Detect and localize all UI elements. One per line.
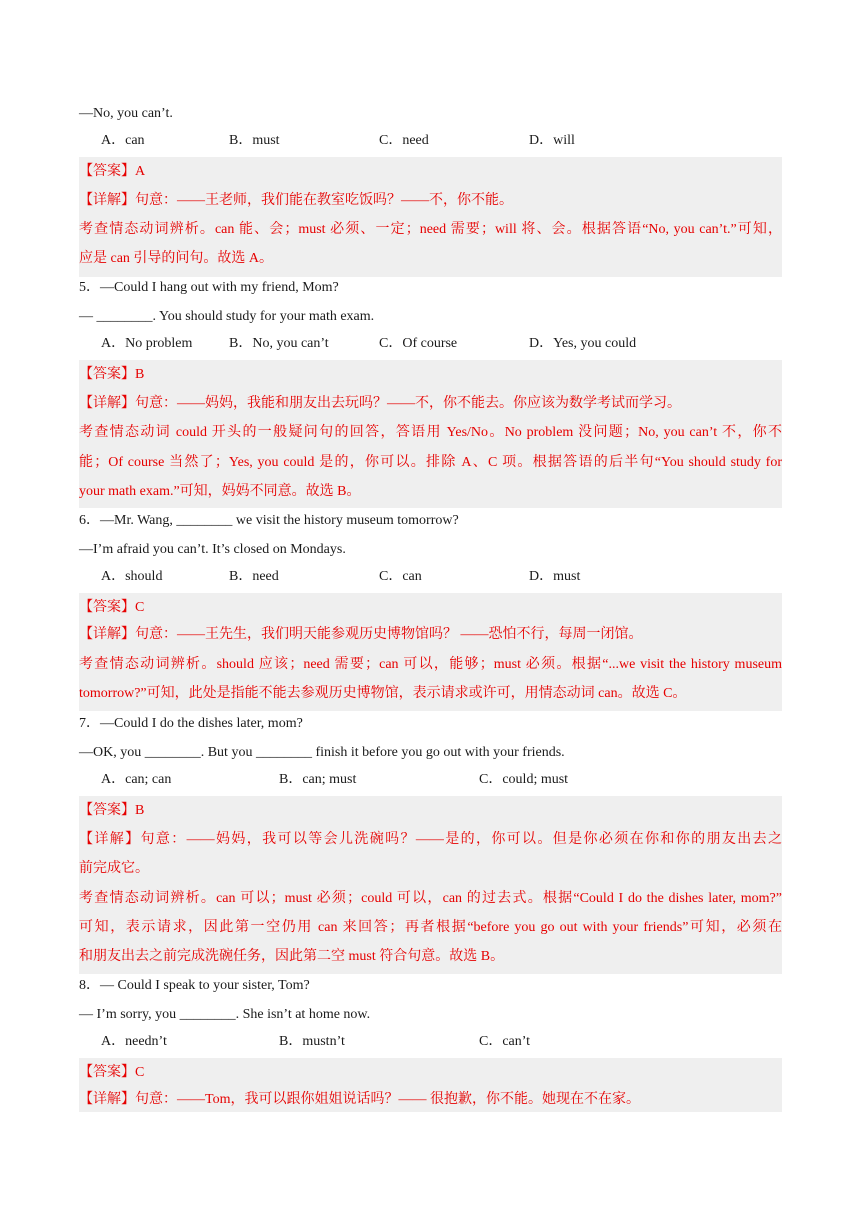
q4-option-d: D．will: [529, 133, 575, 148]
q7-option-a: A．can; can: [101, 772, 172, 787]
q8-meaning-line: [79, 1085, 782, 1114]
key-label: 【答案】: [79, 600, 135, 615]
q4-answer-line: —No, you can’t.: [79, 106, 173, 121]
q8-answer-box: [79, 1058, 782, 1112]
explain-label: 【详解】: [79, 1092, 135, 1107]
q4-key-line: [79, 157, 782, 186]
q4-explain-line-1: 考查情态动词辨析。can 能、会；must 必须、一定；need 需要；will 将、会。根据答语“No, you can’t.”可知，: [79, 222, 782, 237]
q8-meaning: 句意：——Tom，我可以跟你姐姐说话吗？—— 很抱歉，你不能。她现在不在家。: [135, 1092, 640, 1107]
q7-key: B: [135, 803, 145, 818]
q7-option-c: C．could; must: [479, 772, 569, 787]
q5-explain-line-2: 能；Of course 当然了；Yes, you could 是的，你可以。排除 A、C 项。根据答语的后半句“You should study for: [79, 455, 782, 470]
q6-key-line: [79, 593, 782, 622]
q5-key: B: [135, 367, 145, 382]
explain-label: 【详解】: [79, 832, 141, 847]
explain-label: 【详解】: [79, 193, 135, 208]
q4-meaning-line: [79, 186, 782, 215]
q4-option-c: C．need: [379, 133, 429, 148]
q8-options: [79, 1027, 782, 1056]
q7-answer-line: —OK, you ________. But you ________ finish it before you go out with your friends.: [79, 745, 565, 760]
q6-option-d: D．must: [529, 569, 581, 584]
q6-option-a: A．should: [101, 569, 163, 584]
q7-options: [79, 765, 782, 794]
key-label: 【答案】: [79, 164, 135, 179]
q7-option-b: B．can; must: [279, 772, 357, 787]
q4-key: A: [135, 164, 146, 179]
q4-option-a: A．can: [101, 133, 145, 148]
key-label: 【答案】: [79, 367, 135, 382]
q8-option-b: B．mustn’t: [279, 1034, 345, 1049]
explain-label: 【详解】: [79, 627, 135, 642]
q6-meaning-line: [79, 620, 782, 649]
q8-option-c: C．can’t: [479, 1034, 531, 1049]
q5-explain-line-3: your math exam.”可知，妈妈不同意。故选 B。: [79, 484, 361, 499]
q6-question: 6．—Mr. Wang, ________ we visit the history museum tomorrow?: [79, 513, 459, 528]
q5-explain-line-1: 考查情态动词 could 开头的一般疑问句的回答，答语用 Yes/No。No problem 没问题；No, you can’t 不，你不: [79, 425, 782, 440]
explain-label: 【详解】: [79, 396, 135, 411]
q6-key: C: [135, 600, 145, 615]
q6-meaning: 句意：——王先生，我们明天能参观历史博物馆吗？ ——恐怕不行，每周一闭馆。: [135, 627, 643, 642]
q6-explain-line-1: 考查情态动词辨析。should 应该；need 需要；can 可以，能够；must 必须。根据“...we visit the history museum: [79, 657, 782, 672]
q4-option-b: B．must: [229, 133, 280, 148]
q7-meaning-line-2: 前完成它。: [79, 861, 149, 876]
q6-option-c: C．can: [379, 569, 422, 584]
q7-explain-line-3: 和朋友出去之前完成洗碗任务，因此第二空 must 符合句意。故选 B。: [79, 949, 505, 964]
q8-answer-line: — I’m sorry, you ________. She isn’t at home now.: [79, 1007, 371, 1022]
q5-answer-line: — ________. You should study for your math exam.: [79, 309, 375, 324]
q5-options: [79, 329, 782, 358]
q7-key-line: [79, 796, 782, 825]
q5-answer-box: [79, 360, 782, 508]
q8-option-a: A．needn’t: [101, 1034, 167, 1049]
q4-meaning: 句意：——王老师，我们能在教室吃饭吗？——不，你不能。: [135, 193, 513, 208]
q7-meaning-line-1: [79, 825, 782, 854]
q6-answer-line: —I’m afraid you can’t. It’s closed on Mondays.: [79, 542, 346, 557]
q4-options: [79, 126, 782, 155]
q6-explain-line-2: tomorrow?”可知，此处是指能不能去参观历史博物馆，表示请求或许可，用情态动词 can。故选 C。: [79, 686, 687, 701]
q8-question: 8．— Could I speak to your sister, Tom?: [79, 978, 310, 993]
q8-key: C: [135, 1065, 145, 1080]
q7-meaning-1: 句意：——妈妈，我可以等会儿洗碗吗？——是的，你可以。但是你必须在你和你的朋友出去之: [140, 832, 783, 847]
q5-meaning-line: [79, 389, 782, 418]
q6-option-b: B．need: [229, 569, 279, 584]
q5-meaning: 句意：——妈妈，我能和朋友出去玩吗？——不，你不能去。你应该为数学考试而学习。: [135, 396, 681, 411]
q7-answer-box: [79, 796, 782, 974]
q5-option-b: B．No, you can’t: [229, 336, 329, 351]
q5-option-c: C．Of course: [379, 336, 458, 351]
q5-option-d: D．Yes, you could: [529, 336, 637, 351]
q6-options: [79, 562, 782, 591]
q5-option-a: A．No problem: [101, 336, 193, 351]
q7-explain-line-1: 考查情态动词辨析。can 可以；must 必须；could 可以，can 的过去式。根据“Could I do the dishes later, mom?”: [79, 891, 782, 906]
q4-explain-line-2: 应是 can 引导的问句。故选 A。: [79, 251, 274, 266]
q8-key-line: [79, 1058, 782, 1087]
q4-answer-box: [79, 157, 782, 277]
key-label: 【答案】: [79, 803, 135, 818]
q6-answer-box: [79, 593, 782, 711]
q5-key-line: [79, 360, 782, 389]
q7-explain-line-2: 可知，表示请求，因此第一空仍用 can 来回答；再者根据“before you go out with your friends”可知，必须在: [79, 920, 782, 935]
q5-question: 5．—Could I hang out with my friend, Mom?: [79, 280, 339, 295]
q7-question: 7．—Could I do the dishes later, mom?: [79, 716, 303, 731]
key-label: 【答案】: [79, 1065, 135, 1080]
